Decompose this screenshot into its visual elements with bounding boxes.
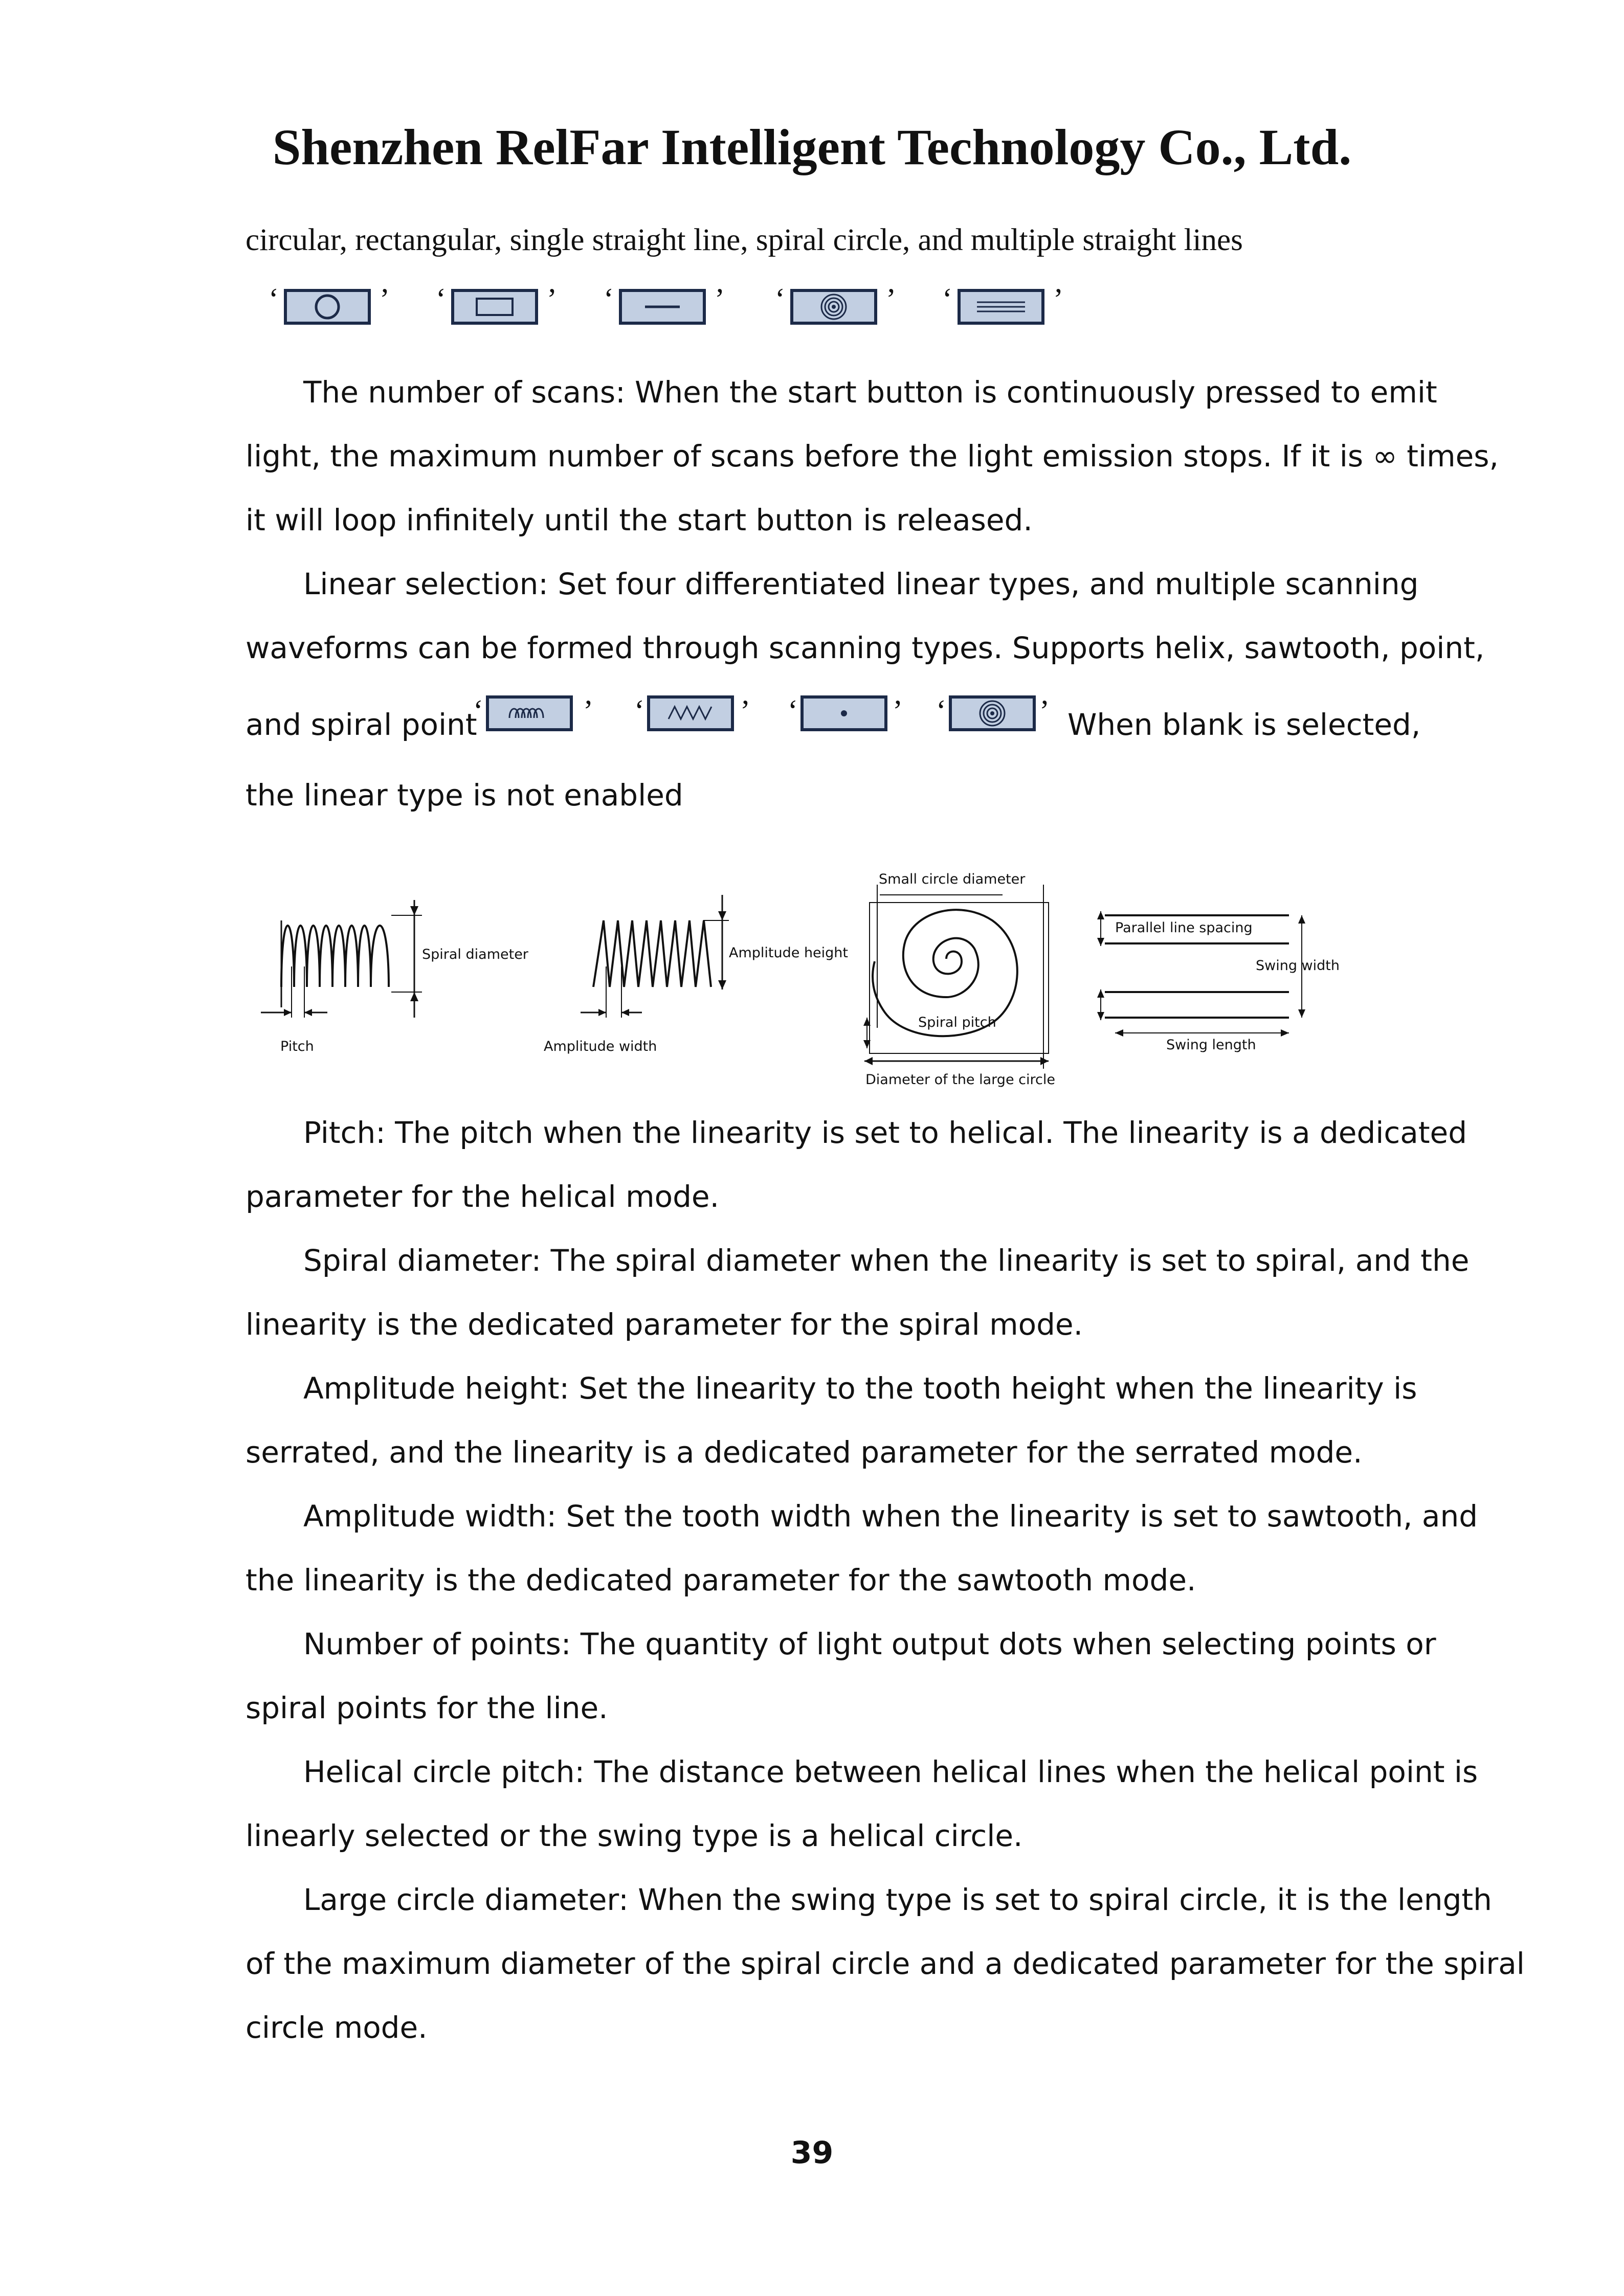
linear-line-3b [1067,693,1421,757]
document-page: Shenzhen RelFar Intelligent Technology Co., Ltd. circular, rectangular, single straight line, spiral circle, and multiple straight lines ‘ ’ ‘ ’ ‘ ’ ‘ ’ ‘ ’ The number of scans: When the start button is continuously pressed to emit light, the maximum number of scans before the light emission stops. If it is ∞ times, it will loop infinitely until the start button is released. Linear selection: Set four differentiated linear types, and multiple scanning waveforms can be formed through scanning types. Supports helix, sawtooth, point, and spiral point When blank is selected, ‘ ’ ‘ ’ ‘ ’ ‘ ’ the linear type is not enabled Spiral diameter Pitch Amplitude height Amplitude width Small circle diameter Spiral pitch Diameter of the large circle Parallel line spacing Swing width Swing length Pitch: The pitch when the linearity is set to helical. The linearity is a dedicated parameter for the helical mode. Spiral diameter: The spiral diameter when the linearity is set to spiral, and the linearity is the dedicated parameter for the spiral mode. Amplitude height: Set the linearity to the tooth height when the linearity is serrated, and the linearity is a dedicated parameter for the serrated mode. Amplitude width: Set the tooth width when the linearity is set to sawtooth, and the linearity is the dedicated parameter for the sawtooth mode. Number of points: The quantity of light output dots when selecting points or spiral points for the line. Helical circle pitch: The distance between helical lines when the helical point is linearly selected or the swing type is a helical circle. Large circle diameter: When the swing type is set to spiral circle, it is the length of the maximum diameter of the spiral circle and a dedicated parameter for the spiral circle mode. 39 [0,0,1624,2296]
text-line: light, the maximum number of scans before the light emission stops. If it is ∞ times, [246,439,1499,474]
text-line: The number of scans: When the start button is continuously pressed to emit [303,375,1437,410]
spiral-diameter-label: Spiral diameter [422,947,528,962]
text-line: the linearity is the dedicated parameter for the sawtooth mode. [246,1563,1196,1597]
linear-paragraph [246,552,1485,680]
text-line: it will loop infinitely until the start button is released. [246,503,1033,537]
parameter-definitions [246,1101,1525,2060]
text-line: spiral points for the line. [246,1691,608,1725]
text-line: Spiral diameter: The spiral diameter when the linearity is set to spiral, and the [303,1243,1470,1278]
sawtooth-diagram [581,895,729,1018]
swing-type-icons: ‘ ’ ‘ ’ ‘ ’ ‘ ’ ‘ ’ [246,284,1371,335]
helix-linear-icon [486,695,573,731]
text-line: Amplitude width: Set the tooth width when the linearity is set to sawtooth, and [303,1499,1478,1534]
large-circle-diameter-label: Diameter of the large circle [865,1072,1055,1088]
linear-parameter-diagrams [246,864,1391,1099]
multiple-lines-icon [958,289,1044,325]
circle-icon [284,289,371,325]
text-line: Large circle diameter: When the swing type is set to spiral circle, it is the length [303,1882,1492,1917]
scans-paragraph [246,361,1499,552]
spiral-diagram [863,885,1049,1069]
text-line: Helical circle pitch: The distance between helical lines when the helical point is [303,1754,1478,1789]
pitch-label: Pitch [280,1039,314,1054]
helix-diagram [261,900,422,1018]
company-header: Shenzhen RelFar Intelligent Technology Co., Ltd. [272,119,1352,175]
spiral-circle-icon [790,289,877,325]
text-line: the linear type is not enabled [246,778,683,813]
small-circle-diameter-label: Small circle diameter [879,871,1026,887]
text-line: waveforms can be formed through scanning types. Supports helix, sawtooth, point, [246,631,1485,665]
point-linear-icon [800,695,887,731]
swing-types-line: circular, rectangular, single straight line, spiral circle, and multiple straight lines [246,223,1243,257]
rectangle-icon [451,289,538,325]
text-line: Number of points: The quantity of light output dots when selecting points or [303,1627,1436,1661]
text-line: of the maximum diameter of the spiral circle and a dedicated parameter for the spiral [246,1946,1525,1981]
single-line-icon [619,289,706,325]
swing-width-label: Swing width [1256,958,1340,974]
linear-line-4 [246,763,1391,827]
text-line: circle mode. [246,2010,428,2045]
text-line: serrated, and the linearity is a dedicated parameter for the serrated mode. [246,1435,1363,1470]
amplitude-width-label: Amplitude width [544,1039,657,1054]
text-line: and spiral point [246,707,477,742]
swing-length-label: Swing length [1166,1037,1256,1053]
spiral-pitch-label: Spiral pitch [918,1015,996,1030]
text-line: When blank is selected, [1067,707,1421,742]
text-line: Amplitude height: Set the linearity to the tooth height when the linearity is [303,1371,1417,1406]
text-line: linearity is the dedicated parameter for the spiral mode. [246,1307,1083,1342]
sawtooth-linear-icon [647,695,734,731]
text-line: linearly selected or the swing type is a helical circle. [246,1818,1023,1853]
parallel-line-spacing-label: Parallel line spacing [1115,920,1253,936]
text-line: Linear selection: Set four differentiated linear types, and multiple scanning [303,567,1419,601]
text-line: Pitch: The pitch when the linearity is set to helical. The linearity is a dedicated [303,1115,1467,1150]
spiral-point-linear-icon [949,695,1036,731]
text-line: parameter for the helical mode. [246,1179,720,1214]
page-number: 39 [790,2135,834,2171]
amplitude-height-label: Amplitude height [729,945,849,961]
